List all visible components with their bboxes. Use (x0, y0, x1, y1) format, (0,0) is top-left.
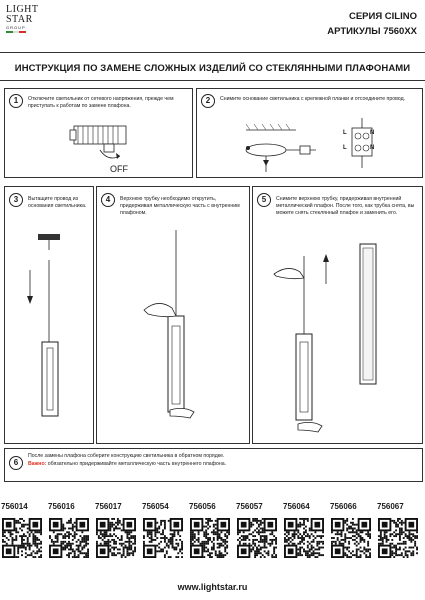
qr-code-icon[interactable] (96, 518, 136, 558)
terminal-block-illustration (342, 118, 378, 168)
step-4-text: Верхнюю трубку необходимо открутить, придерживая металлическую часть с внутренним плафоном. (120, 196, 240, 216)
article-code: 756016 (48, 502, 75, 511)
warning-label: Важно: (28, 461, 47, 467)
logo-line-1: LIGHT (6, 4, 39, 15)
article-code: 756066 (330, 502, 357, 511)
qr-code-icon[interactable] (331, 518, 371, 558)
step-5-lamp-illustration (270, 244, 390, 434)
step-2-number: 2 (201, 94, 215, 108)
step-3-number: 3 (9, 193, 23, 207)
switch-off-illustration (60, 120, 140, 170)
qr-code-icon[interactable] (378, 518, 418, 558)
step-4-lamp-illustration (140, 230, 230, 430)
step-3-text: Вытащите провод из основания светильника. (28, 196, 87, 209)
logo-flag (6, 31, 26, 33)
article-code: 756057 (236, 502, 263, 511)
step-4-number: 4 (101, 193, 115, 207)
terminal-n-top: N (370, 130, 375, 136)
header-divider (0, 52, 425, 53)
series-name: СЕРИЯ CILINO (348, 11, 417, 22)
logo-line-2: STAR (6, 14, 33, 25)
logo-line-3: GROUP (6, 25, 26, 30)
qr-code-icon[interactable] (2, 518, 42, 558)
brand-logo (6, 5, 40, 33)
page-title: ИНСТРУКЦИЯ ПО ЗАМЕНЕ СЛОЖНЫХ ИЗДЕЛИЙ СО СТЕКЛЯННЫМИ ПЛАФОНАМИ (14, 63, 411, 74)
step-6-text: После замены плафона соберите конструкцию светильника в обратном порядке. (28, 453, 225, 459)
series-header (327, 9, 417, 39)
terminal-l-bottom: L (343, 145, 347, 151)
article-code: 756014 (1, 502, 28, 511)
step-3-lamp-illustration (18, 230, 78, 430)
article-range: АРТИКУЛЫ 7560XX (327, 26, 417, 37)
step-1-text: Отключите светильник от сетевого напряжения, прежде чем приступать к работам по замене плафона. (28, 96, 174, 109)
qr-code-icon[interactable] (237, 518, 277, 558)
article-code: 756017 (95, 502, 122, 511)
off-label: OFF (110, 164, 128, 174)
step-5-text: Снимите верхнюю трубку, придерживая внутренний металлический плафон. После того, как трубка снята, вы можете снять стеклянный плафон и заменить его. (276, 196, 415, 216)
qr-code-icon[interactable] (190, 518, 230, 558)
qr-code-icon[interactable] (143, 518, 183, 558)
terminal-n-bottom: N (370, 145, 375, 151)
article-code: 756054 (142, 502, 169, 511)
article-code: 756056 (189, 502, 216, 511)
article-code: 756064 (283, 502, 310, 511)
article-code: 756067 (377, 502, 404, 511)
step-6-warning (28, 461, 416, 468)
step-5-number: 5 (257, 193, 271, 207)
step-2-text: Снимите основание светильника с крепежной планки и отсоедините провод. (220, 96, 406, 102)
website-url[interactable]: www.lightstar.ru (177, 582, 248, 592)
terminal-l-top: L (343, 130, 347, 136)
step-6-number: 6 (9, 456, 23, 470)
qr-code-icon[interactable] (49, 518, 89, 558)
qr-code-icon[interactable] (284, 518, 324, 558)
step-1-number: 1 (9, 94, 23, 108)
title-divider (0, 80, 425, 81)
ceiling-mount-illustration (236, 118, 346, 173)
warning-text: обязательно придерживайте металлическую часть внутреннего плафона. (47, 461, 227, 467)
